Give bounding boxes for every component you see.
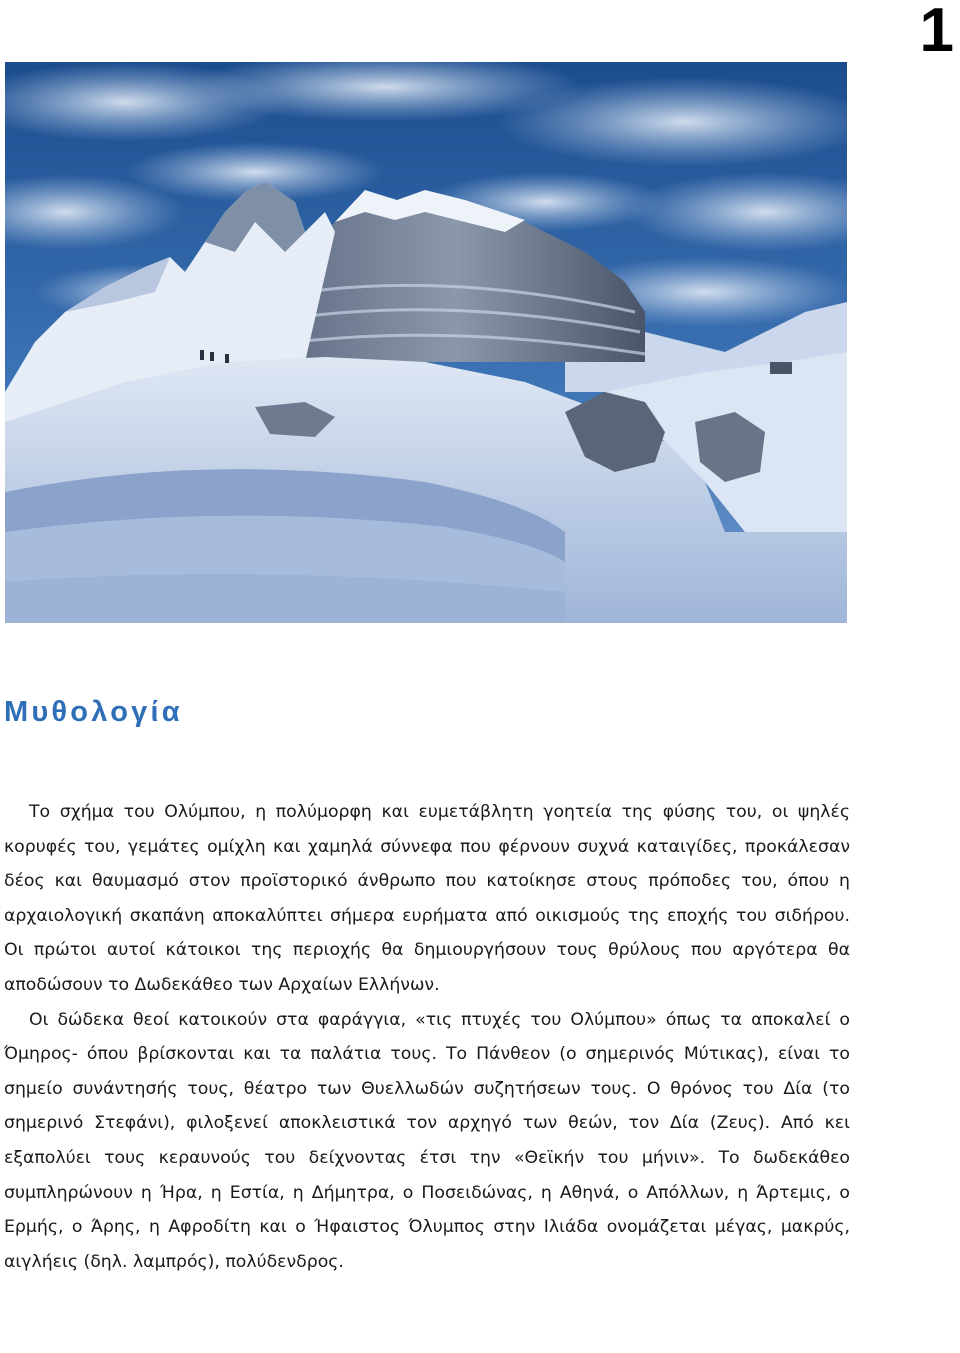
mountain-hut	[770, 362, 792, 374]
article-body	[4, 795, 850, 1279]
paragraph-2: Οι δώδεκα θεοί κατοικούν στα φαράγγια, «τις πτυχές του Ολύμπου» όπως τα αποκαλεί ο Όμηρος- όπου βρίσκονται και τα παλάτια τους. Το Πάνθεον (ο σημερινός Μύτικας), είναι το σημείο συνάντησής τους, θέατρο των Θυελλωδών συζητήσεων τους. Ο θρόνος του Δία (το σημερινό Στεφάνι), φιλοξενεί αποκλειστικά τον αρχηγό των θεών, τον Δία (Ζευς). Από κει εξαπολύει τους κεραυνούς του δείχνοντας έτσι την «Θεϊκήν του μήνιν». Το δωδεκάθεο συμπληρώνουν η Ήρα, η Εστία, η Δήμητρα, ο Ποσειδώνας, η Αθηνά, ο Απόλλων, η Άρτεμις, ο Ερμής, ο Άρης, η Αφροδίτη και ο Ήφαιστος Όλυμπος στην Ιλιάδα ονομάζεται μέγας, μακρύς, αιγλήεις (δηλ. λαμπρός), πολύδενδρος.	[4, 1009, 850, 1272]
section-heading: Μυθολογία	[4, 696, 183, 728]
paragraph-1: Το σχήμα του Ολύμπου, η πολύμορφη και ευμετάβλητη γοητεία της φύσης του, οι ψηλές κορυφές του, γεμάτες ομίχλη και χαμηλά σύννεφα που φέρνουν συχνά καταιγίδες, προκάλεσαν δέος και θαυμασμό στον προϊστορικό άνθρωπο που κατοίκησε στους πρόποδες του, όπου η αρχαιολογική σκαπάνη αποκαλύπτει σήμερα ευρήματα από οικισμούς της εποχής του σιδήρου. Οι πρώτοι αυτοί κάτοικοι της περιοχής θα δημιουργήσουν τους θρύλους που αργότερα θα αποδώσουν το Δωδεκάθεο των Αρχαίων Ελλήνων.	[4, 802, 850, 995]
mountain-photo	[5, 62, 847, 623]
page-number: 1	[919, 0, 954, 65]
mountain-illustration	[5, 62, 847, 623]
